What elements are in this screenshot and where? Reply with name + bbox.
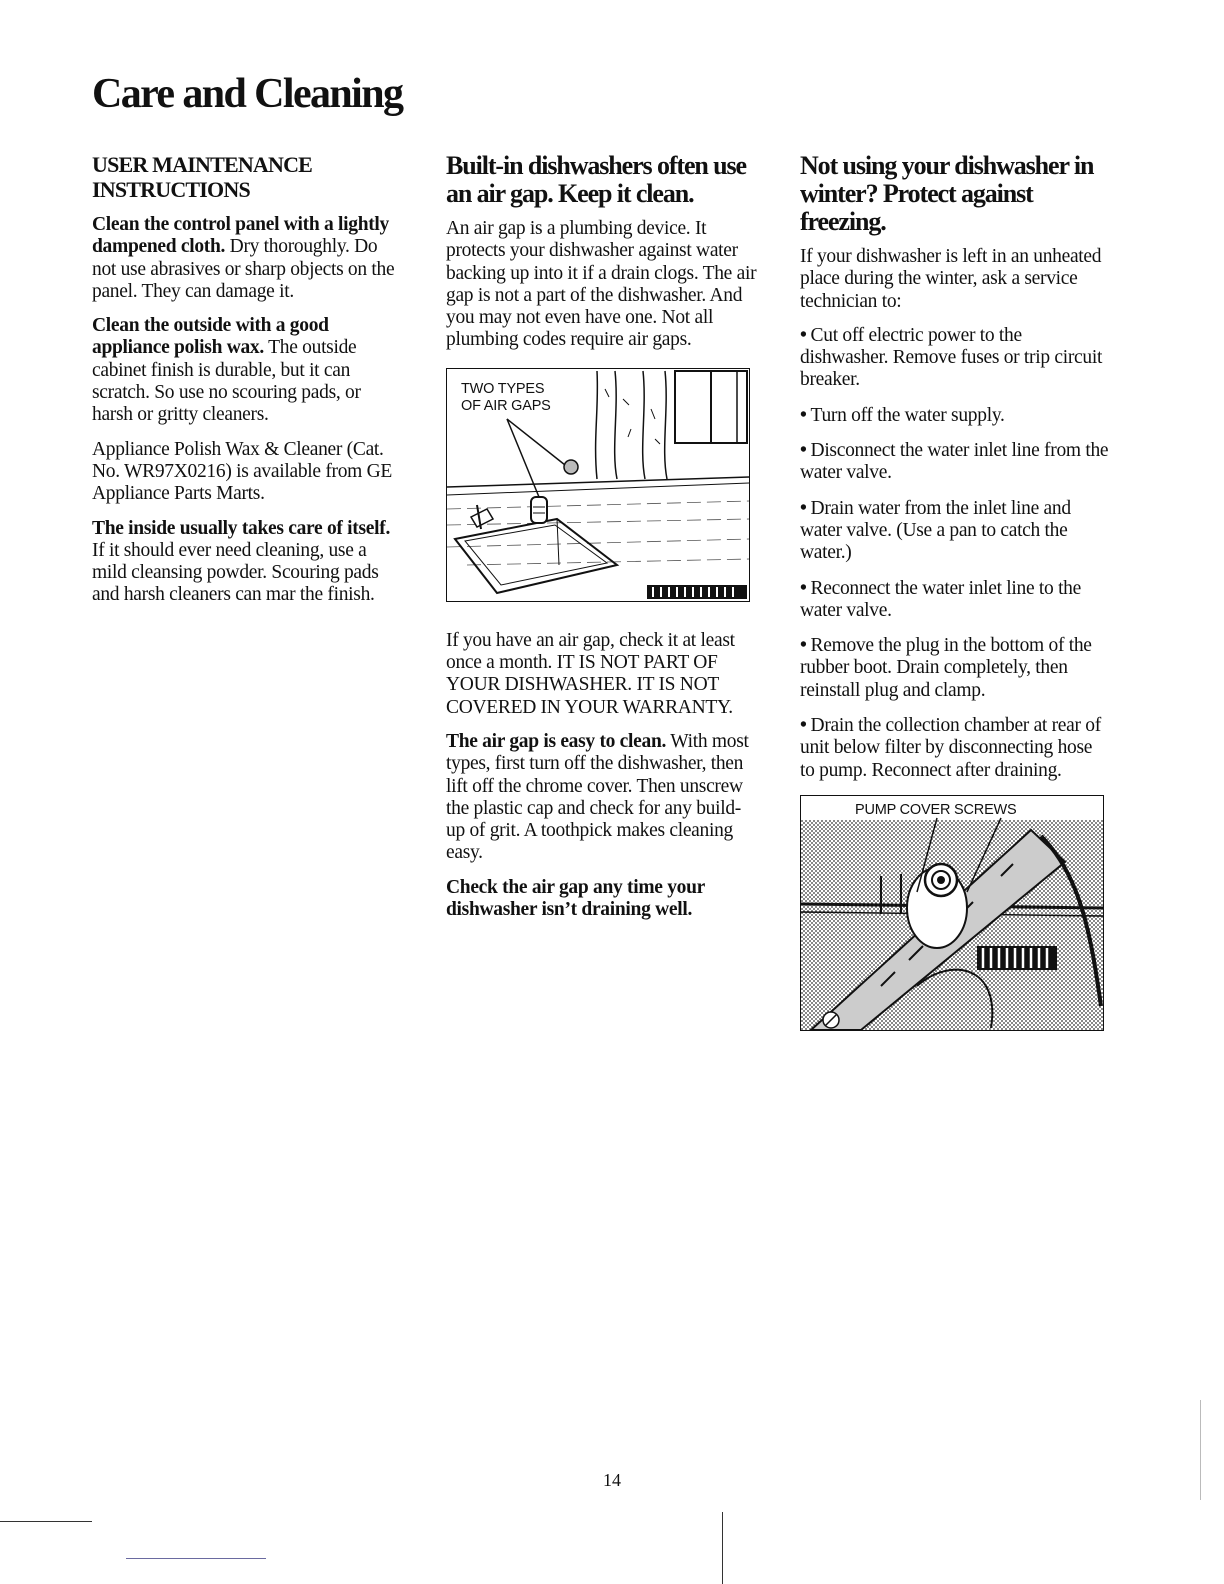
pump-cover-drawing (801, 796, 1103, 1030)
scan-line (0, 1521, 92, 1522)
list-item-text: Drain water from the inlet line and water valve. (Use a pan to catch the water.) (800, 497, 1071, 564)
section-heading-user-maintenance: USER MAINTENANCE INSTRUCTIONS (92, 152, 313, 202)
list-item (800, 440, 1110, 485)
page-title: Care and Cleaning (92, 71, 403, 117)
paragraph-lead: Clean the outside with a good appliance polish wax. (92, 315, 329, 359)
section-heading-winter: Not using your dishwasher in winter? Protect against freezing. (800, 151, 1094, 236)
figure-label-two-types (461, 381, 551, 415)
paragraph-polish-wax (92, 439, 402, 506)
paragraph-easy-to-clean (446, 731, 758, 865)
bullet-icon: • (800, 497, 807, 519)
bullet-icon: • (800, 577, 807, 599)
paragraph-text: With most types, first turn off the dishwasher, then lift off the chrome cover. Then unscrew the plastic cap and check for any build-up of grit. A toothpick makes cleaning easy. (446, 730, 749, 864)
list-item (800, 715, 1110, 782)
paragraph-lead: The inside usually takes care of itself. (92, 517, 391, 539)
figure-label-pump-cover-screws: PUMP COVER SCREWS (855, 801, 1017, 818)
figure-label-line: TWO TYPES (461, 380, 545, 397)
column-winter (800, 152, 1110, 1059)
paragraph-winter-intro: If your dishwasher is left in an unheated place during the winter, ask a service technician to: (800, 246, 1102, 312)
bullet-icon: • (800, 440, 807, 462)
paragraph-text: The outside cabinet finish is durable, but it can scratch. So use no scouring pads, or harsh or gritty cleaners. (92, 337, 361, 426)
paragraph-text: Dry thoroughly. Do not use abrasives or sharp objects on the panel. They can damage it. (92, 236, 395, 302)
paragraph-text: If it should ever need cleaning, use a mild cleansing powder. Scouring pads and harsh cleaners can mar the finish. (92, 539, 379, 606)
list-item (800, 635, 1110, 702)
column-air-gap (446, 152, 758, 933)
figure-label-line: OF AIR GAPS (461, 397, 551, 414)
list-item-text: Cut off electric power to the dishwasher. Remove fuses or trip circuit breaker. (800, 324, 1103, 391)
list-item-text: Drain the collection chamber at rear of unit below filter by disconnecting hose to pump. Reconnect after draining. (800, 715, 1101, 781)
pump-cover-illustration (800, 795, 1104, 1031)
list-item (800, 578, 1110, 623)
list-item (800, 325, 1110, 392)
paragraph-air-gap-intro: An air gap is a plumbing device. It protects your dishwasher against water backing up into it if a drain clogs. The air gap is not a part of the dishwasher. And you may not even have one. Not all plumbing codes require air gaps. (446, 218, 757, 351)
list-item-text: Turn off the water supply. (810, 404, 1005, 426)
scan-line (722, 1512, 723, 1584)
scan-line (126, 1558, 266, 1559)
paragraph-check-monthly: If you have an air gap, check it at least once a month. IT IS NOT PART OF YOUR DISHWASHER. IT IS NOT COVERED IN YOUR WARRANTY. (446, 629, 735, 718)
paragraph-lead: The air gap is easy to clean. (446, 730, 667, 752)
list-item-text: Remove the plug in the bottom of the rubber boot. Drain completely, then reinstall plug and clamp. (800, 635, 1092, 701)
paragraph-text: Appliance Polish Wax & Cleaner (Cat. No. WR97X0216) is available from GE Appliance Parts Marts. (92, 438, 392, 505)
winter-steps-list (800, 325, 1110, 782)
list-item-text: Reconnect the water inlet line to the water valve. (800, 577, 1081, 621)
list-item (800, 405, 1110, 427)
list-item (800, 498, 1110, 565)
bullet-icon: • (800, 715, 807, 737)
list-item-text: Disconnect the water inlet line from the water valve. (800, 440, 1109, 484)
paragraph-inside (92, 518, 402, 607)
column-user-maintenance (92, 152, 402, 619)
bullet-icon: • (800, 404, 807, 426)
page-number: 14 (603, 1470, 621, 1490)
scan-line (1200, 1400, 1201, 1500)
bullet-icon: • (800, 635, 807, 657)
bullet-icon: • (800, 324, 807, 346)
paragraph-lead: Clean the control panel with a lightly dampened cloth. (92, 214, 390, 258)
paragraph-outside (92, 315, 402, 426)
paragraph-check-draining: Check the air gap any time your dishwasher isn’t draining well. (446, 876, 705, 921)
section-heading-air-gap: Built-in dishwashers often use an air gap. Keep it clean. (446, 151, 746, 208)
paragraph-control-panel (92, 214, 402, 303)
air-gap-illustration (446, 368, 750, 602)
